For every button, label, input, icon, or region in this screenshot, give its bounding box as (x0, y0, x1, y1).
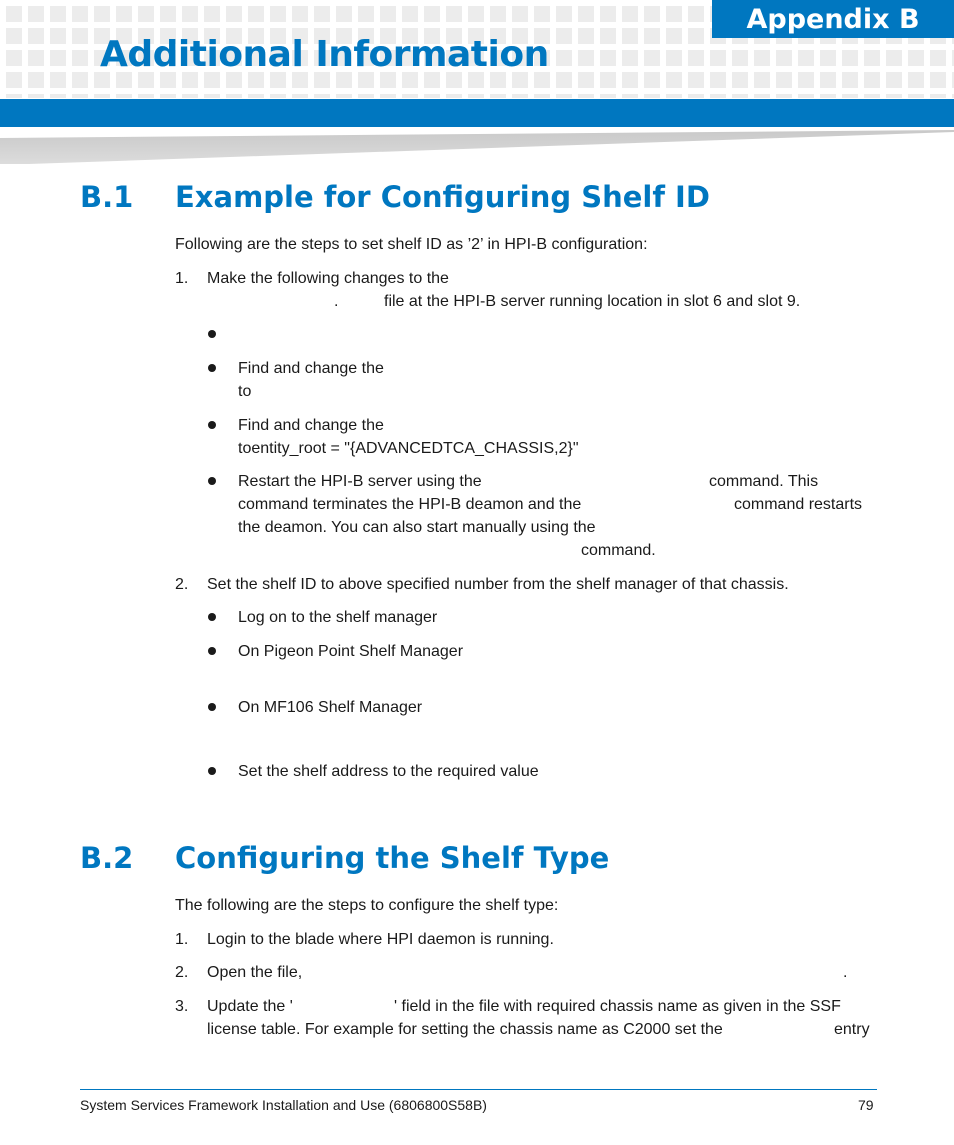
bullet-icon (208, 703, 216, 711)
step-text: Login to the blade where HPI daemon is running. (207, 931, 554, 948)
appendix-tab: Appendix B (712, 0, 954, 38)
step-text-dot: . (843, 964, 848, 981)
step-text: Open the file, (207, 964, 303, 981)
bullet-icon (208, 364, 216, 372)
step-text: Set the shelf ID to above specified number from the shelf manager of that chassis. (207, 576, 789, 593)
bullet-text: toentity_root = "{ADVANCEDTCA_CHASSIS,2}" (238, 440, 579, 457)
bullet-icon (208, 421, 216, 429)
header-band (0, 99, 954, 127)
section-title: Example for Configuring Shelf ID (175, 180, 710, 214)
bullet-icon (208, 767, 216, 775)
step-number: 3. (175, 998, 189, 1015)
step-number: 1. (175, 270, 189, 287)
step-number: 2. (175, 964, 189, 981)
step-text: file at the HPI-B server running location in slot 6 and slot 9. (384, 293, 801, 310)
bullet-text: command. This (709, 473, 819, 490)
step-text: Make the following changes to the (207, 270, 449, 287)
footer-doc-title: System Services Framework Installation and Use (6806800S58B) (80, 1097, 487, 1113)
page-number: 79 (858, 1097, 874, 1113)
header-wedge (0, 130, 954, 164)
step-text: ' field in the file with required chassis name as given in the SSF (394, 998, 841, 1015)
bullet-text: Find and change the (238, 360, 384, 377)
step-text: entry (834, 1021, 870, 1038)
step-text: license table. For example for setting the chassis name as C2000 set the (207, 1021, 723, 1038)
step-number: 2. (175, 576, 189, 593)
footer-rule (80, 1089, 877, 1090)
bullet-icon (208, 613, 216, 621)
page-title: Additional Information (100, 34, 549, 75)
section-intro: The following are the steps to configure the shelf type: (175, 897, 559, 914)
bullet-text: Find and change the (238, 417, 384, 434)
bullet-text: command restarts (734, 496, 863, 513)
bullet-text: Restart the HPI-B server using the (238, 473, 482, 490)
section-number: B.1 (80, 180, 134, 214)
bullet-text: On MF106 Shelf Manager (238, 699, 423, 716)
bullet-text: command. (581, 542, 656, 559)
bullet-text: On Pigeon Point Shelf Manager (238, 643, 464, 660)
bullet-icon (208, 330, 216, 338)
bullet-text: Set the shelf address to the required value (238, 763, 539, 780)
step-text-dot: . (334, 293, 339, 310)
section-title: Configuring the Shelf Type (175, 841, 610, 875)
bullet-text: command terminates the HPI-B deamon and the (238, 496, 582, 513)
bullet-text: Log on to the shelf manager (238, 609, 438, 626)
bullet-text: the deamon. You can also start manually using the (238, 519, 596, 536)
section-number: B.2 (80, 841, 134, 875)
bullet-icon (208, 477, 216, 485)
section-intro: Following are the steps to set shelf ID as ’2’ in HPI-B configuration: (175, 236, 648, 253)
step-number: 1. (175, 931, 189, 948)
bullet-icon (208, 647, 216, 655)
bullet-text: to (238, 383, 252, 400)
step-text: Update the ' (207, 998, 293, 1015)
